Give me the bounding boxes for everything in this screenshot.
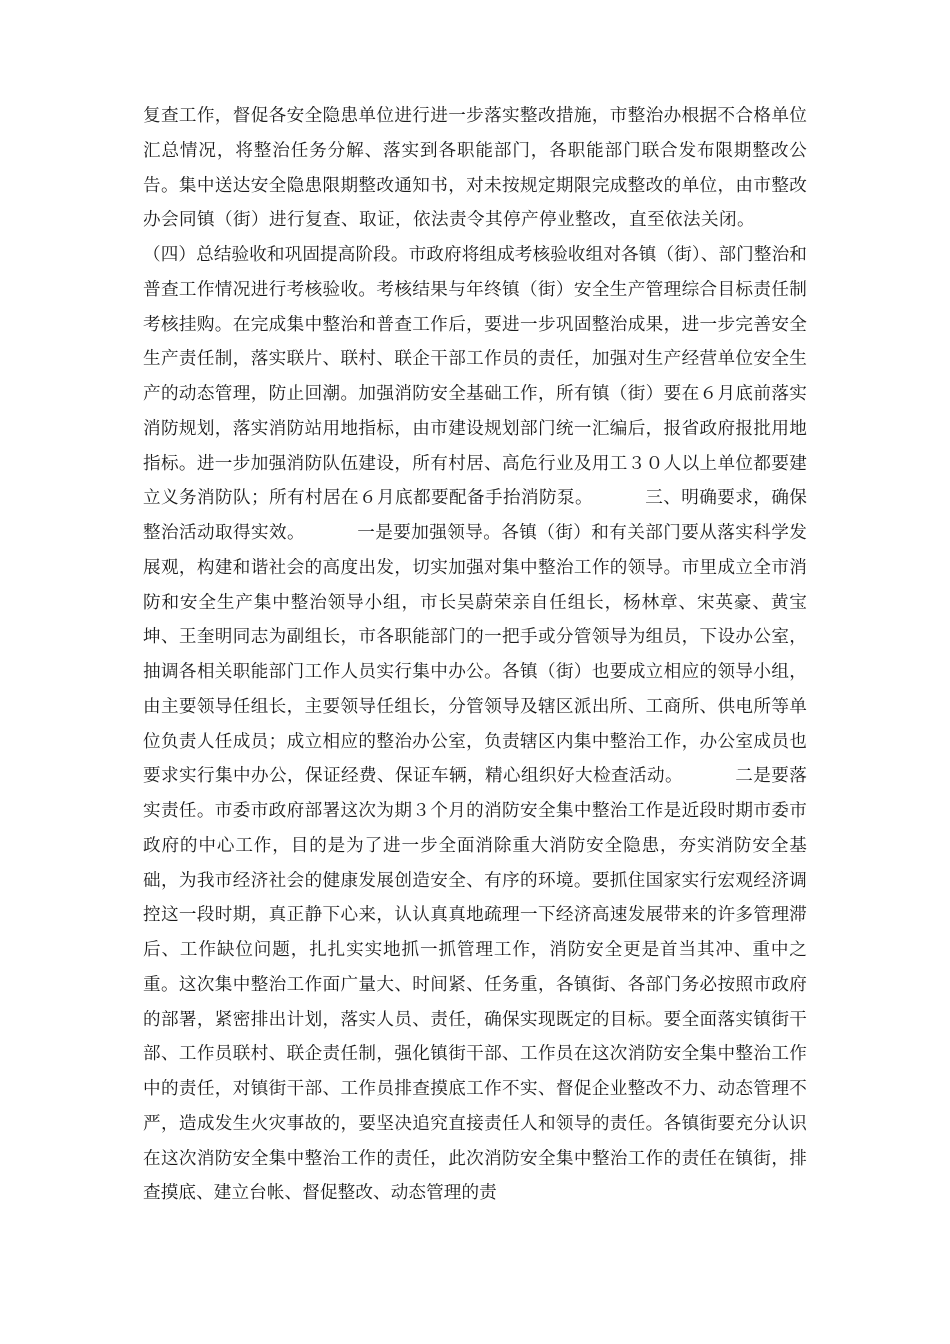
section-heading: 三、明确要求，确保整治活动取得实效。 xyxy=(143,488,807,543)
paragraph-1: 复查工作，督促各安全隐患单位进行进一步落实整改措施，市整治办根据不合格单位汇总情况，将整治任务分解、落实到各职能部门，各职能部门联合发布限期整改公告。集中送达安全隐患限期整改通知书，对未按规定期限完成整改的单位，由市整改办会同镇（街）进行复查、取证，依法责令其停产停业整改，直至依法关闭。 xyxy=(143,106,807,231)
body-text xyxy=(143,99,807,1211)
paragraph-2: （四）总结验收和巩固提高阶段。市政府将组成考核验收组对各镇（街）、部门整治和普查工作情况进行考核验收。考核结果与年终镇（街）安全生产管理综合目标责任制考核挂购。在完成集中整治和普查工作后，要进一步巩固整治成果，进一步完善安全生产责任制，落实联片、联村、联企干部工作员的责任，加强对生产经营单位安全生产的动态管理，防止回潮。加强消防安全基础工作，所有镇（街）要在６月底前落实消防规划，落实消防站用地指标，由市建设规划部门统一汇编后，报省政府报批用地指标。进一步加强消防队伍建设，所有村居、高危行业及用工３０人以上单位都要建立义务消防队；所有村居在６月底都要配备手抬消防泵。 xyxy=(143,245,807,509)
paragraph-3: 一是要加强领导。各镇（街）和有关部门要从落实科学发展观，构建和谐社会的高度出发，切实加强对集中整治工作的领导。市里成立全市消防和安全生产集中整治领导小组，市长吴蔚荣亲自任组长，杨林章、宋英豪、黄宝坤、王奎明同志为副组长，市各职能部门的一把手或分管领导为组员，下设办公室，抽调各相关职能部门工作人员实行集中办公。各镇（街）也要成立相应的领导小组，由主要领导任组长，主要领导任组长，分管领导及辖区派出所、工商所、供电所等单位负责人任成员；成立相应的整治办公室，负责辖区内集中整治工作，办公室成员也要求实行集中办公，保证经费、保证车辆，精心组织好大检查活动。 xyxy=(143,523,807,787)
paragraph-4: 二是要落实责任。市委市政府部署这次为期３个月的消防安全集中整治工作是近段时期市委市政府的中心工作，目的是为了进一步全面消除重大消防安全隐患，夯实消防安全基础，为我市经济社会的健康发展创造安全、有序的环境。要抓住国家实行宏观经济调控这一段时期，真正静下心来，认认真真地疏理一下经济高速发展带来的许多管理滞后、工作缺位问题，扎扎实实地抓一抓管理工作，消防安全更是首当其冲、重中之重。这次集中整治工作面广量大、时间紧、任务重，各镇街、各部门务必按照市政府的部署，紧密排出计划，落实人员、责任，确保实现既定的目标。要全面落实镇街干部、工作员联村、联企责任制，强化镇街干部、工作员在这次消防安全集中整治工作中的责任，对镇街干部、工作员排查摸底工作不实、督促企业整改不力、动态管理不严，造成发生火灾事故的，要坚决追究直接责任人和领导的责任。各镇街要充分认识在这次消防安全集中整治工作的责任，此次消防安全集中整治工作的责任在镇街，排查摸底、建立台帐、督促整改、动态管理的责 xyxy=(143,766,807,1204)
